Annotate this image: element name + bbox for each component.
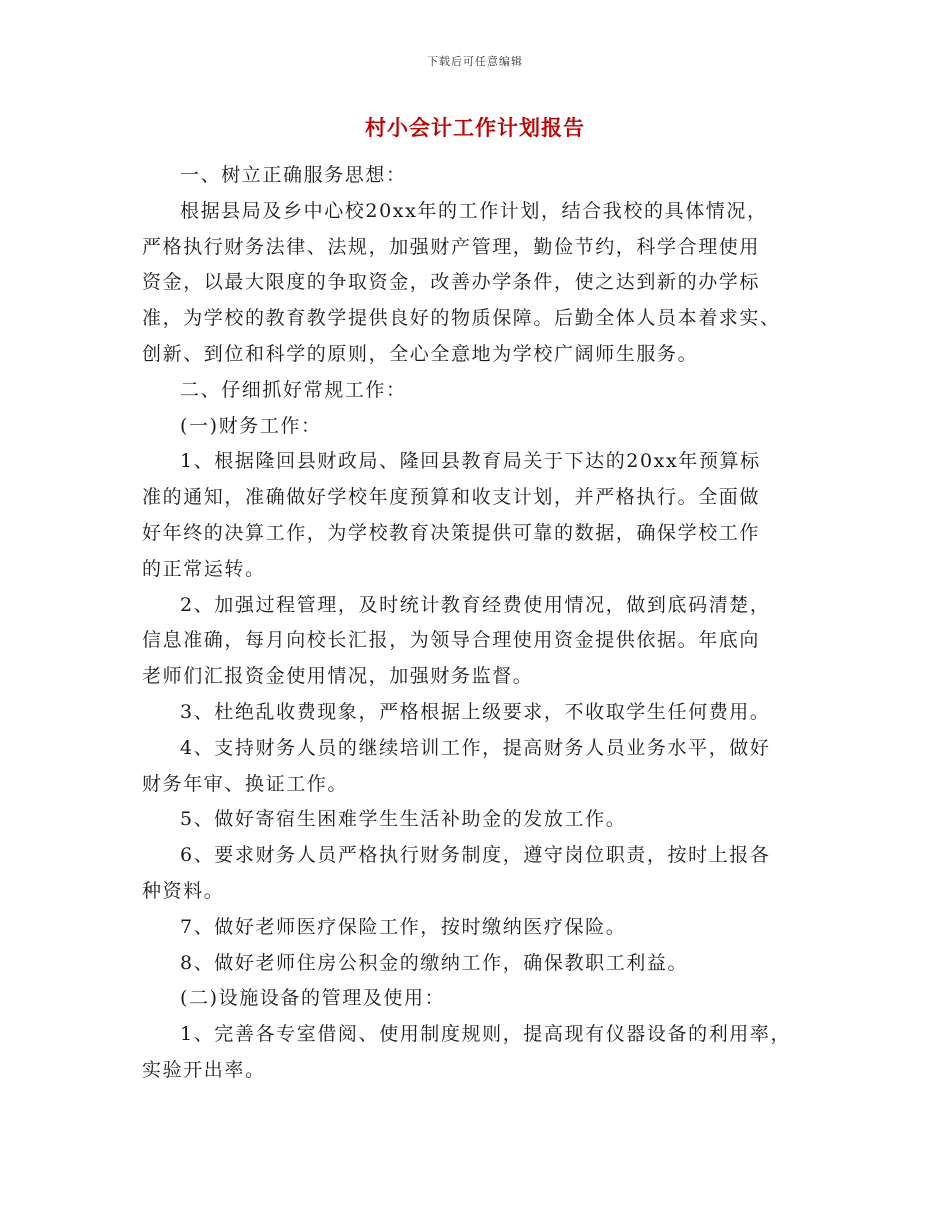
- section-heading-2: 二、仔细抓好常规工作：: [180, 378, 407, 401]
- document-body: [142, 158, 812, 1089]
- list-item: 2、加强过程管理，及时统计教育经费使用情况，做到底码清楚， 信息准确，每月向校长汇报，为领导合理使用资金提供依据。年底向 老师们汇报资金使用情况，加强财务监督。: [142, 593, 771, 688]
- section-heading-1: 一、树立正确服务思想：: [180, 164, 407, 186]
- list-item: 3、杜绝乱收费现象，严格根据上级要求，不收取学生任何费用。: [180, 700, 771, 723]
- list-item: 6、要求财务人员严格执行财务制度，遵守岗位职责，按时上报各 种资料。: [142, 844, 771, 902]
- list-item: 1、完善各专室借阅、使用制度规则，提高现有仪器设备的利用率， 实验开出率。: [142, 1023, 792, 1081]
- subsection-heading-facilities: (二)设施设备的管理及使用：: [180, 987, 446, 1010]
- header-note: 下载后可任意编辑: [427, 55, 523, 68]
- list-item: 5、做好寄宿生困难学生生活补助金的发放工作。: [180, 808, 627, 831]
- list-item: 8、做好老师住房公积金的缴纳工作，确保教职工利益。: [180, 951, 689, 974]
- paragraph: 根据县局及乡中心校20xx年的工作计划，结合我校的具体情况， 严格执行财务法律、法规，加强财产管理，勤俭节约，科学合理使用 资金，以最大限度的争取资金，改善办学条件，使之达到新的办学标 准，为学校的教育教学提供良好的物质保障。后勤全体人员本着求实、 创新、到位和科学的原则，全心全意地为学校广阔师生服务。: [142, 199, 781, 365]
- list-item: 7、做好老师医疗保险工作，按时缴纳医疗保险。: [180, 915, 627, 938]
- list-item: 4、支持财务人员的继续培训工作，提高财务人员业务水平，做好 财务年审、换证工作。: [142, 736, 771, 795]
- subsection-heading-finance: (一)财务工作：: [180, 414, 322, 437]
- list-item: 1、根据隆回县财政局、隆回县教育局关于下达的20xx年预算标 准的通知，准确做好学校年度预算和收支计划，并严格执行。全面做 好年终的决算工作，为学校教育决策提供可靠的数据，确保学校工作 的正常运转。: [142, 450, 761, 580]
- document-title: 村小会计工作计划报告: [365, 115, 585, 140]
